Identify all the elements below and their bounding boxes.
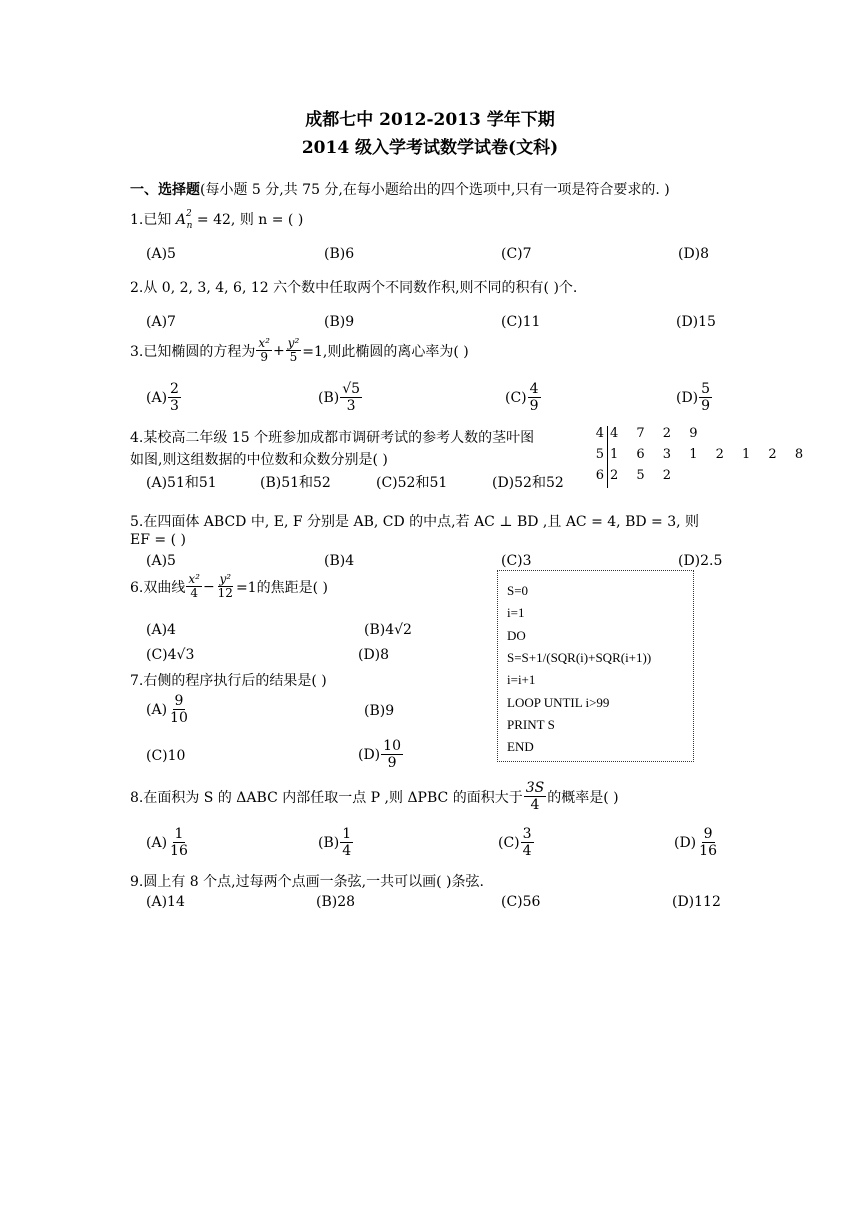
q1-prefix: 1.已知 xyxy=(130,212,172,228)
q8-rest: 的概率是( ) xyxy=(547,789,619,806)
q3-prefix: 3.已知椭圆的方程为 xyxy=(130,343,256,360)
q8-fraction: $\frac{3S}{4}$ xyxy=(525,780,545,813)
program-line: S=0 xyxy=(507,583,529,598)
exam-title-line1: 成都七中 2012-2013 学年下期 xyxy=(305,110,555,130)
q5-option-b: (B)4 xyxy=(324,553,355,569)
stem-leaves: 2 5 2 xyxy=(610,468,679,483)
q6-prefix: 6.双曲线 xyxy=(130,579,186,596)
q1-option-d: (D)8 xyxy=(678,246,710,262)
question-7: 7.右侧的程序执行后的结果是( ) xyxy=(130,673,327,689)
program-line: PRINT S xyxy=(507,717,555,732)
stem-leaves: 4 7 2 9 xyxy=(610,426,705,441)
q1-option-b: (B)6 xyxy=(324,246,355,262)
stem-leaves: 1 6 3 1 2 1 2 8 xyxy=(610,447,811,462)
q6-option-a: (A)4 xyxy=(146,622,176,638)
q9-option-d: (D)112 xyxy=(672,894,721,910)
q6-minus: − xyxy=(202,578,215,595)
question-6 xyxy=(130,573,328,600)
question-4-line1: 4.某校高二年级 15 个班参加成都市调研考试的参考人数的茎叶图 xyxy=(130,430,535,446)
q9-option-b: (B)28 xyxy=(316,894,356,910)
stem-divider xyxy=(607,426,608,488)
q2-option-d: (D)15 xyxy=(676,314,716,330)
q6-fraction-y: $\frac{\text{y²}}{12}$ xyxy=(217,572,233,600)
q3-option-b: (B) $\frac{√5}{3}$ xyxy=(318,381,361,414)
stem-key: 6 xyxy=(595,468,604,483)
question-9: 9.圆上有 8 个点,过每两个点画一条弦,一共可以画( )条弦. xyxy=(130,874,484,890)
section-heading xyxy=(130,179,670,199)
q6-option-c: (C)4√3 xyxy=(146,647,195,663)
stem-key: 5 xyxy=(595,447,604,462)
section-title: 一、选择题 xyxy=(130,182,200,198)
q4-option-d: (D)52和52 xyxy=(492,475,564,491)
program-code-box xyxy=(497,570,694,762)
q3-fraction-y: $\frac{\text{y²}}{5}$ xyxy=(287,336,300,364)
q3-fraction-x: $\frac{\text{x²}}{9}$ xyxy=(258,336,270,364)
q5-option-c: (C)3 xyxy=(501,553,532,569)
stem-leaf-plot xyxy=(590,426,811,488)
q1-option-c: (C)7 xyxy=(501,246,532,262)
section-instructions: (每小题 5 分,共 75 分,在每小题给出的四个选项中,只有一项是符合要求的. ) xyxy=(200,182,670,198)
question-2: 2.从 0, 2, 3, 4, 6, 12 六个数中任取两个不同数作积,则不同的积有( )个. xyxy=(130,280,578,296)
q3-plus: + xyxy=(272,342,285,359)
q8-option-d: (D) $\frac{9}{16}$ xyxy=(674,826,717,859)
program-line: DO xyxy=(507,628,526,643)
q8-prefix: 8.在面积为 S 的 ΔABC 内部任取一点 P ,则 ΔPBC 的面积大于 xyxy=(130,789,523,806)
q1-formula: $A^2_n$ xyxy=(175,209,193,231)
q1-rest: = 42, 则 n = ( ) xyxy=(196,212,304,228)
question-3 xyxy=(130,337,469,364)
q2-option-c: (C)11 xyxy=(501,314,541,330)
q4-option-c: (C)52和51 xyxy=(376,475,448,491)
q7-option-b: (B)9 xyxy=(364,703,395,719)
q3-rest: =1,则此椭圆的离心率为( ) xyxy=(302,343,469,360)
program-line: i=i+1 xyxy=(507,672,536,687)
q3-option-a: (A) $\frac{2}{3}$ xyxy=(146,381,179,414)
q3-option-d: (D) $\frac{5}{9}$ xyxy=(676,381,711,414)
exam-title-line2: 2014 级入学考试数学试卷(文科) xyxy=(301,138,559,158)
q1-option-a: (A)5 xyxy=(146,246,176,262)
question-5-line2: EF = ( ) xyxy=(130,532,186,548)
question-5-line1: 5.在四面体 ABCD 中, E, F 分别是 AB, CD 的中点,若 AC ⊥ BD ,且 AC = 4, BD = 3, 则 xyxy=(130,514,700,530)
q7-option-d: (D) $\frac{10}{9}$ xyxy=(358,738,401,771)
q7-option-a: (A) $\frac{9}{10}$ xyxy=(146,693,188,726)
q6-rest: =1的焦距是( ) xyxy=(235,579,328,596)
program-line: END xyxy=(507,739,534,754)
program-line: LOOP UNTIL i>99 xyxy=(507,695,610,710)
q6-option-d: (D)8 xyxy=(358,647,390,663)
q2-option-b: (B)9 xyxy=(324,314,355,330)
q8-option-c: (C) $\frac{3}{4}$ xyxy=(498,826,532,859)
q8-option-a: (A) $\frac{1}{16}$ xyxy=(146,826,188,859)
q4-option-a: (A)51和51 xyxy=(146,475,217,491)
q5-option-a: (A)5 xyxy=(146,553,176,569)
q6-option-b: (B)4√2 xyxy=(364,622,412,638)
question-4-line2: 如图,则这组数据的中位数和众数分别是( ) xyxy=(130,452,388,468)
stem-key: 4 xyxy=(595,426,604,441)
q5-option-d: (D)2.5 xyxy=(678,553,723,569)
program-line: i=1 xyxy=(507,605,525,620)
program-line: S=S+1/(SQR(i)+SQR(i+1)) xyxy=(507,650,652,665)
q6-fraction-x: $\frac{\text{x²}}{4}$ xyxy=(188,572,200,600)
q2-option-a: (A)7 xyxy=(146,314,176,330)
q4-option-b: (B)51和52 xyxy=(260,475,331,491)
question-8 xyxy=(130,780,619,813)
q8-option-b: (B) $\frac{1}{4}$ xyxy=(318,826,352,859)
q9-option-a: (A)14 xyxy=(146,894,185,910)
q3-option-c: (C) $\frac{4}{9}$ xyxy=(505,381,539,414)
q9-option-c: (C)56 xyxy=(501,894,541,910)
question-1 xyxy=(130,209,303,231)
q7-option-c: (C)10 xyxy=(146,748,186,764)
